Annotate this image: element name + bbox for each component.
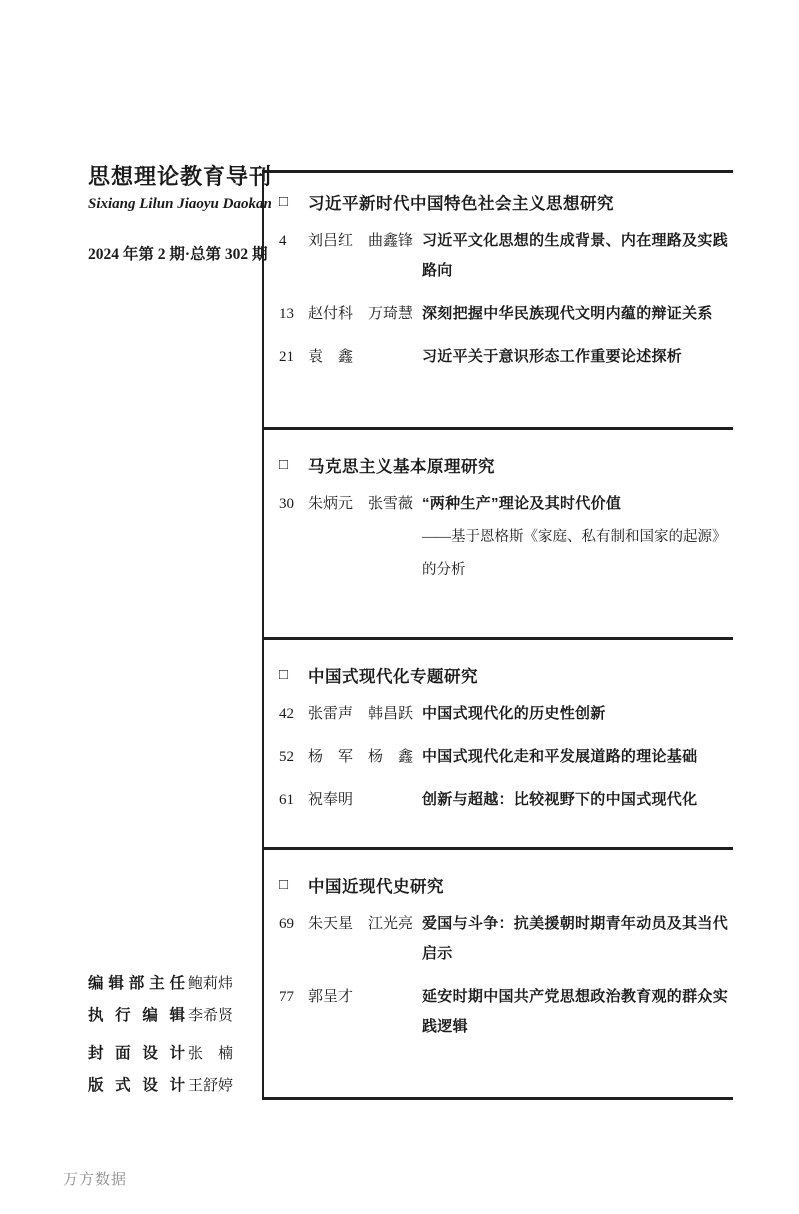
entry-authors: 赵付科 万琦慧: [308, 306, 414, 322]
staff-row: [88, 1003, 268, 1025]
watermark: 万方数据: [63, 1172, 128, 1188]
entry-title-line: 习近平关于意识形态工作重要论述探析: [422, 348, 683, 365]
staff-row: [88, 971, 268, 993]
staff-block: [88, 971, 268, 1105]
entry-title-line: 爱国与斗争：抗美援朝时期青年动员及其当代: [422, 915, 729, 932]
entry-title: [422, 982, 731, 1042]
entry-title-line: 延安时期中国共产党思想政治教育观的群众实: [422, 988, 729, 1005]
section-title: 中国式现代化专题研究: [308, 668, 478, 686]
entry-title-line: 路向: [422, 262, 453, 279]
toc: [262, 170, 733, 1100]
section-header: [279, 664, 731, 686]
entry-title-line: 深刻把握中华民族现代文明内蕴的辩证关系: [422, 305, 713, 322]
entry-authors: 杨 军 杨 鑫: [308, 749, 414, 765]
staff-name: 王舒婷: [188, 1077, 234, 1094]
entry-authors: 张雷声 韩昌跃: [308, 706, 414, 722]
section-header: [279, 874, 731, 896]
entry-authors: 郭呈才: [308, 989, 354, 1005]
entry-title-line: 中国式现代化的历史性创新: [422, 705, 606, 722]
toc-entry: [279, 699, 731, 729]
toc-section: [264, 847, 733, 1094]
staff-label: 封面设计: [88, 1045, 185, 1062]
entry-page-number: 30: [279, 496, 294, 512]
entry-title-line: “两种生产”理论及其时代价值: [422, 495, 622, 512]
toc-entry: [279, 785, 731, 815]
square-bullet-icon: □: [279, 193, 289, 210]
staff-name: 张 楠: [188, 1045, 234, 1062]
entry-subtitle-line: ——基于恩格斯《家庭、私有制和国家的起源》: [422, 529, 727, 545]
toc-section: [264, 170, 733, 427]
entry-authors: 朱天星 江光亮: [308, 916, 414, 932]
entry-authors: 袁 鑫: [308, 349, 354, 365]
entry-title: [422, 742, 731, 772]
staff-group-editorial: [88, 971, 268, 1025]
square-bullet-icon: □: [279, 876, 289, 893]
staff-label: 编辑部主任: [88, 975, 185, 992]
entry-page-number: 13: [279, 306, 294, 322]
toc-section: [264, 637, 733, 847]
entry-subtitle-line: 的分析: [422, 562, 466, 578]
staff-group-design: [88, 1041, 268, 1095]
entry-title: [422, 785, 731, 815]
entry-page-number: 61: [279, 792, 294, 808]
toc-entry: [279, 226, 731, 286]
entry-title: [422, 909, 731, 969]
entry-page-number: 69: [279, 916, 294, 932]
issue-info: 2024 年第 2 期·总第 302 期: [88, 246, 268, 263]
entry-title: [422, 699, 731, 729]
toc-section: [264, 427, 733, 637]
entry-page-number: 77: [279, 989, 294, 1005]
entry-title-line: 创新与超越：比较视野下的中国式现代化: [422, 791, 698, 808]
staff-name: 鲍莉炜: [188, 975, 234, 992]
journal-title-pinyin: Sixiang Lilun Jiaoyu Daokan: [88, 196, 272, 212]
section-title: 中国近现代史研究: [308, 878, 444, 896]
entry-title: [422, 489, 731, 585]
entry-title: [422, 342, 731, 372]
toc-entry: [279, 742, 731, 772]
staff-row: [88, 1073, 268, 1095]
staff-label: 版式设计: [88, 1077, 185, 1094]
entry-page-number: 4: [279, 233, 287, 249]
entry-title-line: 践逻辑: [422, 1018, 468, 1035]
entry-title: [422, 299, 731, 329]
staff-row: [88, 1041, 268, 1063]
toc-entry: [279, 342, 731, 372]
staff-label: 执行编辑: [88, 1007, 185, 1024]
section-header: [279, 191, 731, 213]
journal-title-zh: 思想理论教育导刊: [88, 164, 273, 189]
entry-page-number: 21: [279, 349, 294, 365]
entry-title-line: 启示: [422, 945, 453, 962]
square-bullet-icon: □: [279, 456, 289, 473]
toc-entry: [279, 489, 731, 585]
section-title: 习近平新时代中国特色社会主义思想研究: [308, 195, 614, 213]
entry-authors: 祝奉明: [308, 792, 354, 808]
staff-name: 李希贤: [188, 1007, 234, 1024]
entry-authors: 朱炳元 张雪薇: [308, 496, 414, 512]
entry-page-number: 42: [279, 706, 294, 722]
toc-entry: [279, 982, 731, 1042]
entry-title-line: 中国式现代化走和平发展道路的理论基础: [422, 748, 698, 765]
toc-entry: [279, 299, 731, 329]
square-bullet-icon: □: [279, 666, 289, 683]
entry-authors: 刘吕红 曲鑫锋: [308, 233, 414, 249]
section-header: [279, 454, 731, 476]
section-title: 马克思主义基本原理研究: [308, 458, 495, 476]
entry-page-number: 52: [279, 749, 294, 765]
toc-entry: [279, 909, 731, 969]
entry-title: [422, 226, 731, 286]
entry-title-line: 习近平文化思想的生成背景、内在理路及实践: [422, 232, 729, 249]
